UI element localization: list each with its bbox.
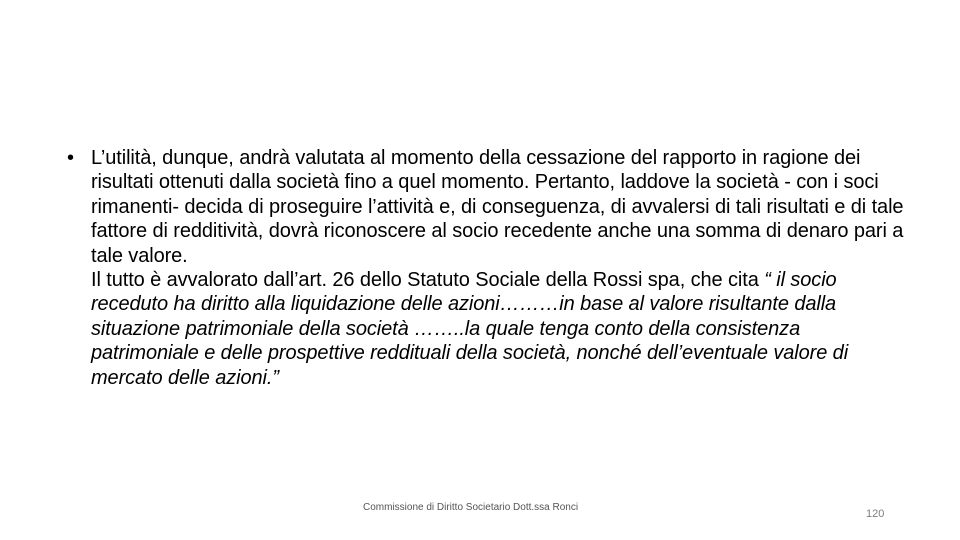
statute-intro: Il tutto è avvalorato dall’art. 26 dello Statuto Sociale della Rossi spa, che cita [91, 269, 759, 292]
statute-quote: “ il socio receduto ha diritto alla liquidazione delle azioni………in base al valore risultante dalla situazione patrimoniale della società ……..la quale tenga conto della consistenza patrimoniale e delle prospettive reddituali della società, nonché dell’eventuale valore di mercato delle azioni.” [91, 269, 849, 389]
slide-body [62, 146, 912, 390]
bullet-icon: • [67, 147, 74, 169]
paragraph-valuation: L’utilità, dunque, andrà valutata al momento della cessazione del rapporto in ragione dei risultati ottenuti dalla società fino a quel momento. Pertanto, laddove la società - con i soci rimanenti- decida di proseguire l’attività e, di conseguenza, di avvalersi di tali risultati e di tale fattore di redditività, dovrà riconoscere al socio recedente anche una somma di denaro pari a tale valore. [91, 147, 904, 267]
page-number: 120 [866, 508, 885, 520]
footer-text: Commissione di Diritto Societario Dott.ssa Ronci [363, 502, 579, 513]
paragraph-statute [91, 268, 912, 390]
bullet-item [62, 146, 912, 390]
